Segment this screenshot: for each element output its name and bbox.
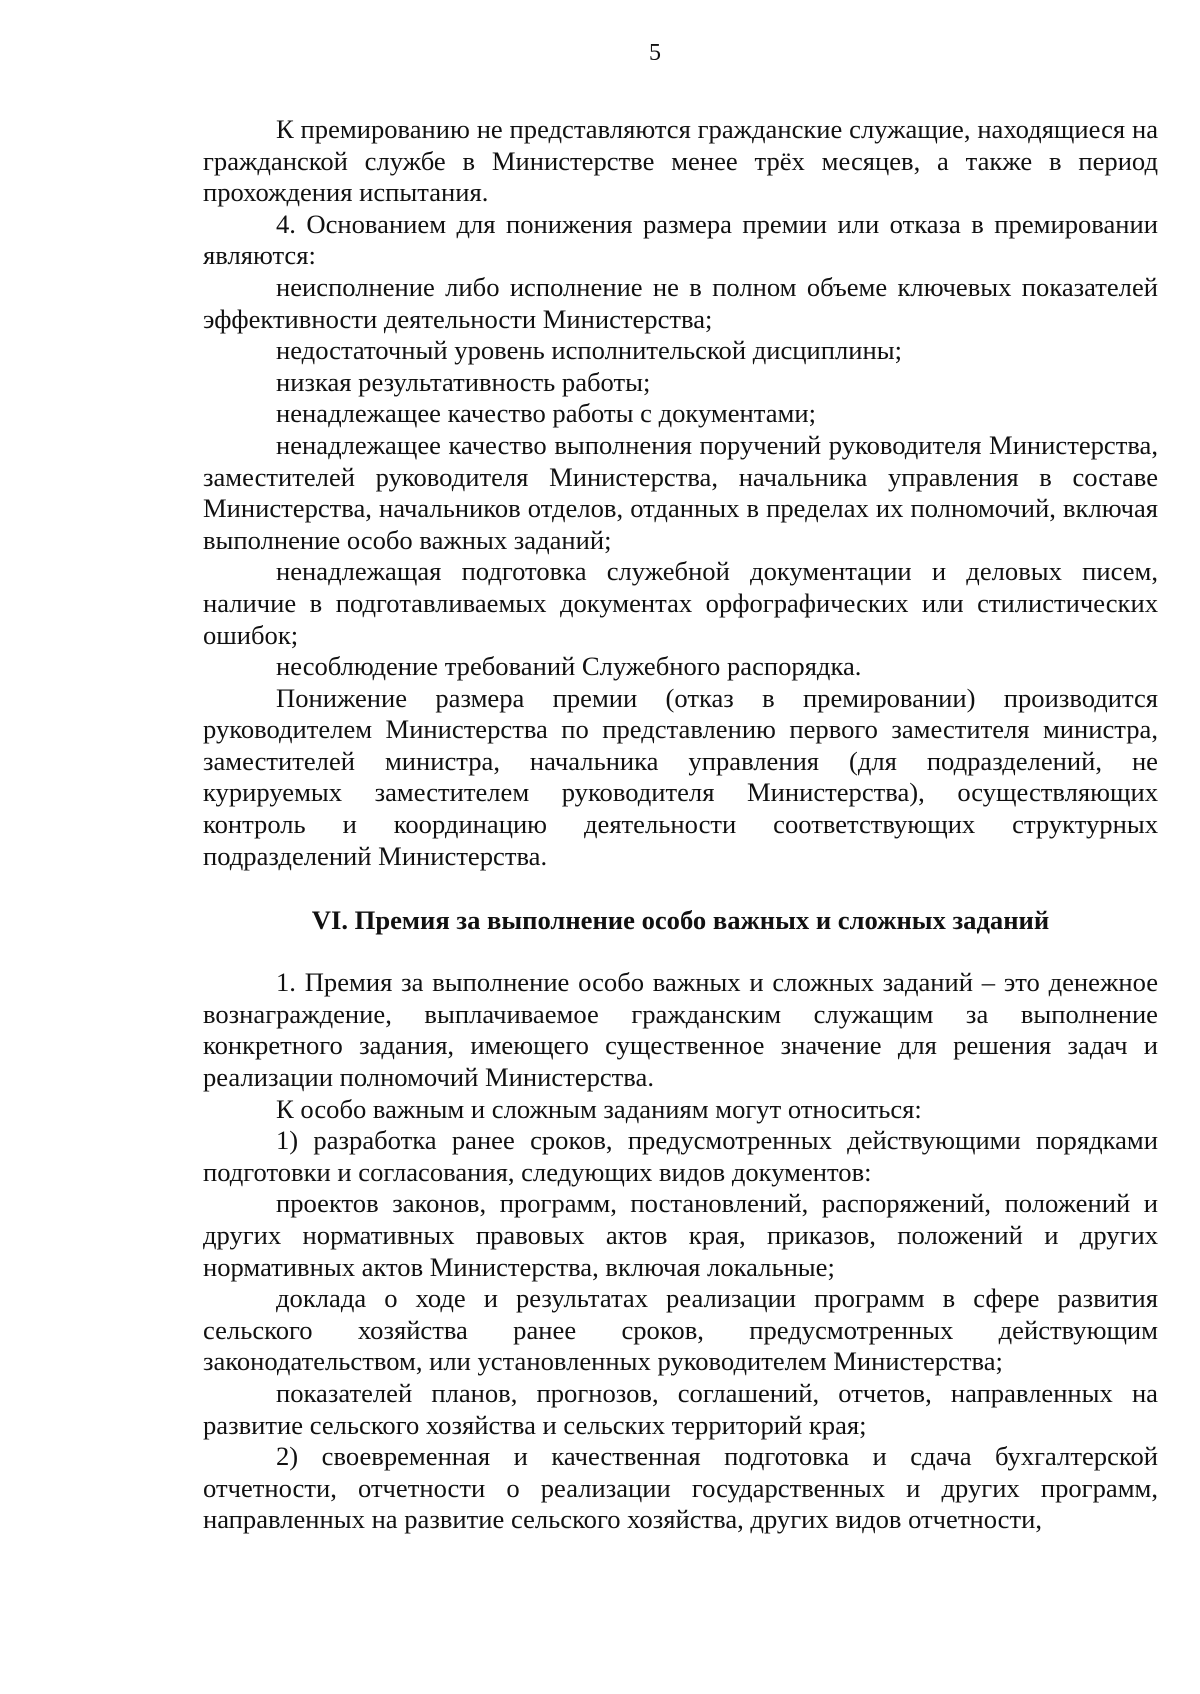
paragraph: низкая результативность работы; bbox=[276, 366, 651, 397]
paragraph: недостаточный уровень исполнительской дисциплины; bbox=[276, 335, 902, 366]
paragraph: ненадлежащая подготовка служебной документации и деловых писем, наличие в подготавливаемых документах орфографических или стилистических ошибок; bbox=[203, 556, 1158, 650]
paragraph: неисполнение либо исполнение не в полном объеме ключевых показателей эффективности деятельности Министерства; bbox=[203, 271, 1158, 334]
paragraph: несоблюдение требований Служебного распорядка. bbox=[276, 651, 862, 682]
paragraph: ненадлежащее качество работы с документами; bbox=[276, 398, 816, 429]
paragraph: проектов законов, программ, постановлений, распоряжений, положений и других нормативных правовых актов края, приказов, положений и других нормативных актов Министерства, включая локальные; bbox=[203, 1188, 1158, 1282]
page-number: 5 bbox=[649, 40, 661, 66]
paragraph: 4. Основанием для понижения размера премии или отказа в премировании являются: bbox=[203, 208, 1158, 271]
paragraph: 1. Премия за выполнение особо важных и сложных заданий – это денежное вознаграждение, выплачиваемое гражданским служащим за выполнение конкретного задания, имеющего существенное значение для решения задач и реализации полномочий Министерства. bbox=[203, 967, 1158, 1093]
paragraph: Понижение размера премии (отказ в премировании) производится руководителем Министерства по представлению первого заместителя министра, заместителей министра, начальника управления (для подразделений, не курируемых заместителем руководителя Министерства), осуществляющих контроль и координацию деятельности соответствующих структурных подразделений Министерства. bbox=[203, 682, 1158, 871]
paragraph: ненадлежащее качество выполнения поручений руководителя Министерства, заместителей руководителя Министерства, начальника управления в составе Министерства, начальников отделов, отданных в пределах их полномочий, включая выполнение особо важных заданий; bbox=[203, 429, 1158, 555]
paragraph: 2) своевременная и качественная подготовка и сдача бухгалтерской отчетности, отчетности о реализации государственных и других программ, направленных на развитие сельского хозяйства, других видов отчетности, bbox=[203, 1441, 1158, 1535]
paragraph: 1) разработка ранее сроков, предусмотренных действующими порядками подготовки и согласования, следующих видов документов: bbox=[203, 1125, 1158, 1187]
document-body bbox=[203, 114, 1158, 1536]
paragraph: К премированию не представляются гражданские служащие, находящиеся на гражданской службе в Министерстве менее трёх месяцев, а также в период прохождения испытания. bbox=[203, 114, 1158, 208]
section-heading: VI. Премия за выполнение особо важных и сложных заданий bbox=[311, 905, 1050, 936]
paragraph: доклада о ходе и результатах реализации программ в сфере развития сельского хозяйства ранее сроков, предусмотренных действующим законодательством, или установленных руководителем Министерства; bbox=[203, 1283, 1158, 1377]
paragraph: показателей планов, прогнозов, соглашений, отчетов, направленных на развитие сельского хозяйства и сельских территорий края; bbox=[203, 1377, 1158, 1440]
paragraph: К особо важным и сложным заданиям могут относиться: bbox=[276, 1093, 922, 1124]
